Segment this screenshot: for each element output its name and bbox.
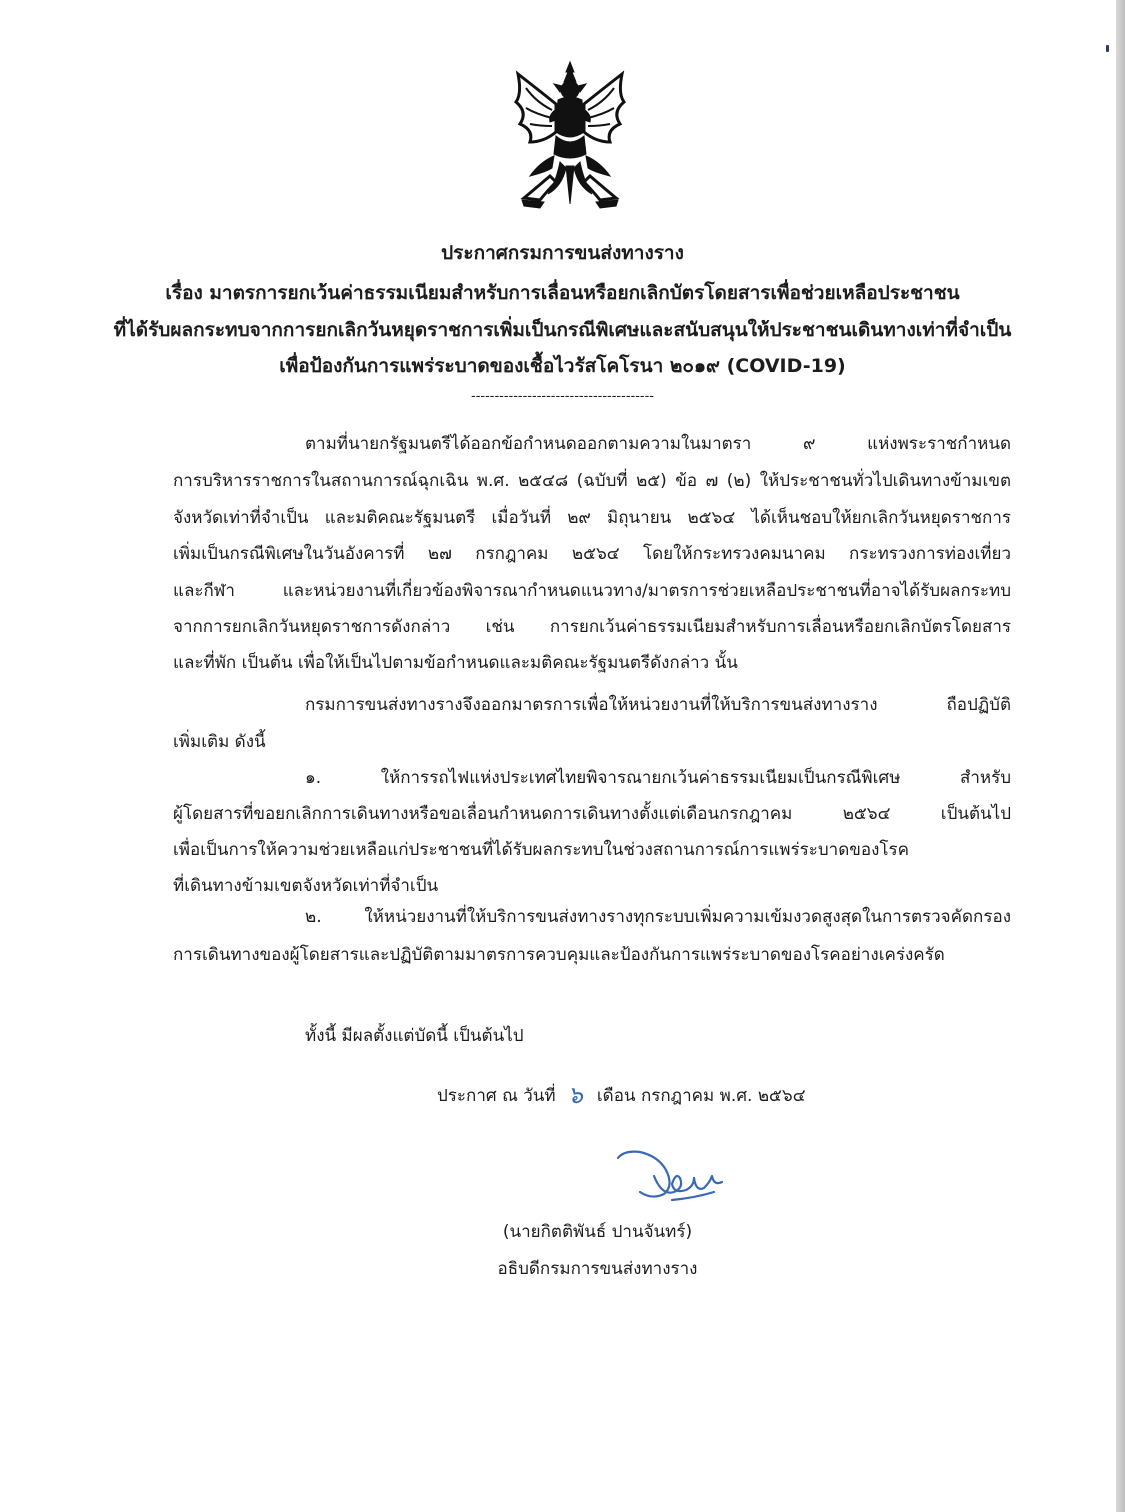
paragraph-line: กรมการขนส่งทางรางจึงออกมาตรการเพื่อให้หน่วยงานที่ให้บริการขนส่งทางราง ถือปฏิบัติ [305,695,1011,715]
item-line: เพื่อเป็นการให้ความช่วยเหลือแก่ประชาชนที่ได้รับผลกระทบในช่วงสถานการณ์การแพร่ระบาดของโรค [173,840,910,860]
item-line: ที่เดินทางข้ามเขตจังหวัดเท่าที่จำเป็น [173,876,439,896]
paragraph-line: และกีฬา และหน่วยงานที่เกี่ยวข้องพิจารณากำหนดแนวทาง/มาตรการช่วยเหลือประชาชนที่อาจได้รับผลกระทบ [173,581,1011,601]
signatory-position: อธิบดีกรมการขนส่งทางราง [497,1259,698,1279]
date-prefix: ประกาศ ณ วันที่ [437,1086,556,1106]
announcement-date [437,1080,806,1109]
subject-line: ที่ได้รับผลกระทบจากการยกเลิกวันหยุดราชการเพิ่มเป็นกรณีพิเศษและสนับสนุนให้ประชาชนเดินทางเท่าที่จำเป็น [113,319,1012,341]
paragraph-line: เพิ่มเติม ดังนี้ [173,732,266,752]
paragraph-line: และที่พัก เป็นต้น เพื่อให้เป็นไปตามข้อกำหนดและมติคณะรัฐมนตรีดังกล่าว นั้น [173,653,738,673]
handwritten-signature [614,1148,744,1204]
paragraph-line: เพิ่มเป็นกรณีพิเศษในวันอังคารที่ ๒๗ กรกฎาคม ๒๕๖๔ โดยให้กระทรวงคมนาคม กระทรวงการท่องเที่ยว [173,544,1011,564]
edge-mark [1106,45,1109,52]
page-edge [1116,0,1125,1512]
effective-statement: ทั้งนี้ มีผลตั้งแต่บัดนี้ เป็นต้นไป [305,1026,524,1046]
signatory-name: (นายกิตติพันธ์ ปานจันทร์) [502,1222,693,1242]
item-line: ผู้โดยสารที่ขอยกเลิกการเดินทางหรือขอเลื่อนกำหนดการเดินทางตั้งแต่เดือนกรกฎาคม ๒๕๖๔ เป็นต้นไป [173,804,1011,824]
item-line: ๒. ให้หน่วยงานที่ให้บริการขนส่งทางรางทุกระบบเพิ่มความเข้มงวดสูงสุดในการตรวจคัดกรอง [305,907,1011,927]
item-line: การเดินทางของผู้โดยสารและปฏิบัติตามมาตรการควบคุมและป้องกันการแพร่ระบาดของโรคอย่างเคร่งครัด [173,945,945,965]
paragraph-line: ตามที่นายกรัฐมนตรีได้ออกข้อกำหนดออกตามความในมาตรา ๙ แห่งพระราชกำหนด [305,434,1011,454]
paragraph-line: จากการยกเลิกวันหยุดราชการดังกล่าว เช่น การยกเว้นค่าธรรมเนียมสำหรับการเลื่อนหรือยกเลิกบัตรโดยสาร [173,617,1011,637]
subject-line: เพื่อป้องกันการแพร่ระบาดของเชื้อไวรัสโคโรนา ๒๐๑๙ (COVID-19) [279,355,846,377]
subject-line: เรื่อง มาตรการยกเว้นค่าธรรมเนียมสำหรับการเลื่อนหรือยกเลิกบัตรโดยสารเพื่อช่วยเหลือประชาชน [165,282,960,304]
date-suffix: เดือน กรกฎาคม พ.ศ. ๒๕๖๔ [596,1086,806,1106]
item-line: ๑. ให้การรถไฟแห่งประเทศไทยพิจารณายกเว้นค่าธรรมเนียมเป็นกรณีพิเศษ สำหรับ [305,768,1011,788]
announcement-title: ประกาศกรมการขนส่งทางราง [441,242,684,264]
date-day-handwritten: ๖ [567,1081,583,1109]
paragraph-line: จังหวัดเท่าที่จำเป็น และมติคณะรัฐมนตรี เมื่อวันที่ ๒๙ มิถุนายน ๒๕๖๔ ได้เห็นชอบให้ยกเลิกวันหยุดราชการ [173,508,1011,528]
separator-line: --------------------------------------- [471,389,654,404]
garuda-emblem-icon [500,58,640,218]
paragraph-line: การบริหารราชการในสถานการณ์ฉุกเฉิน พ.ศ. ๒๕๔๘ (ฉบับที่ ๒๕) ข้อ ๗ (๒) ให้ประชาชนทั่วไปเดินทางข้ามเขต [173,471,1011,491]
